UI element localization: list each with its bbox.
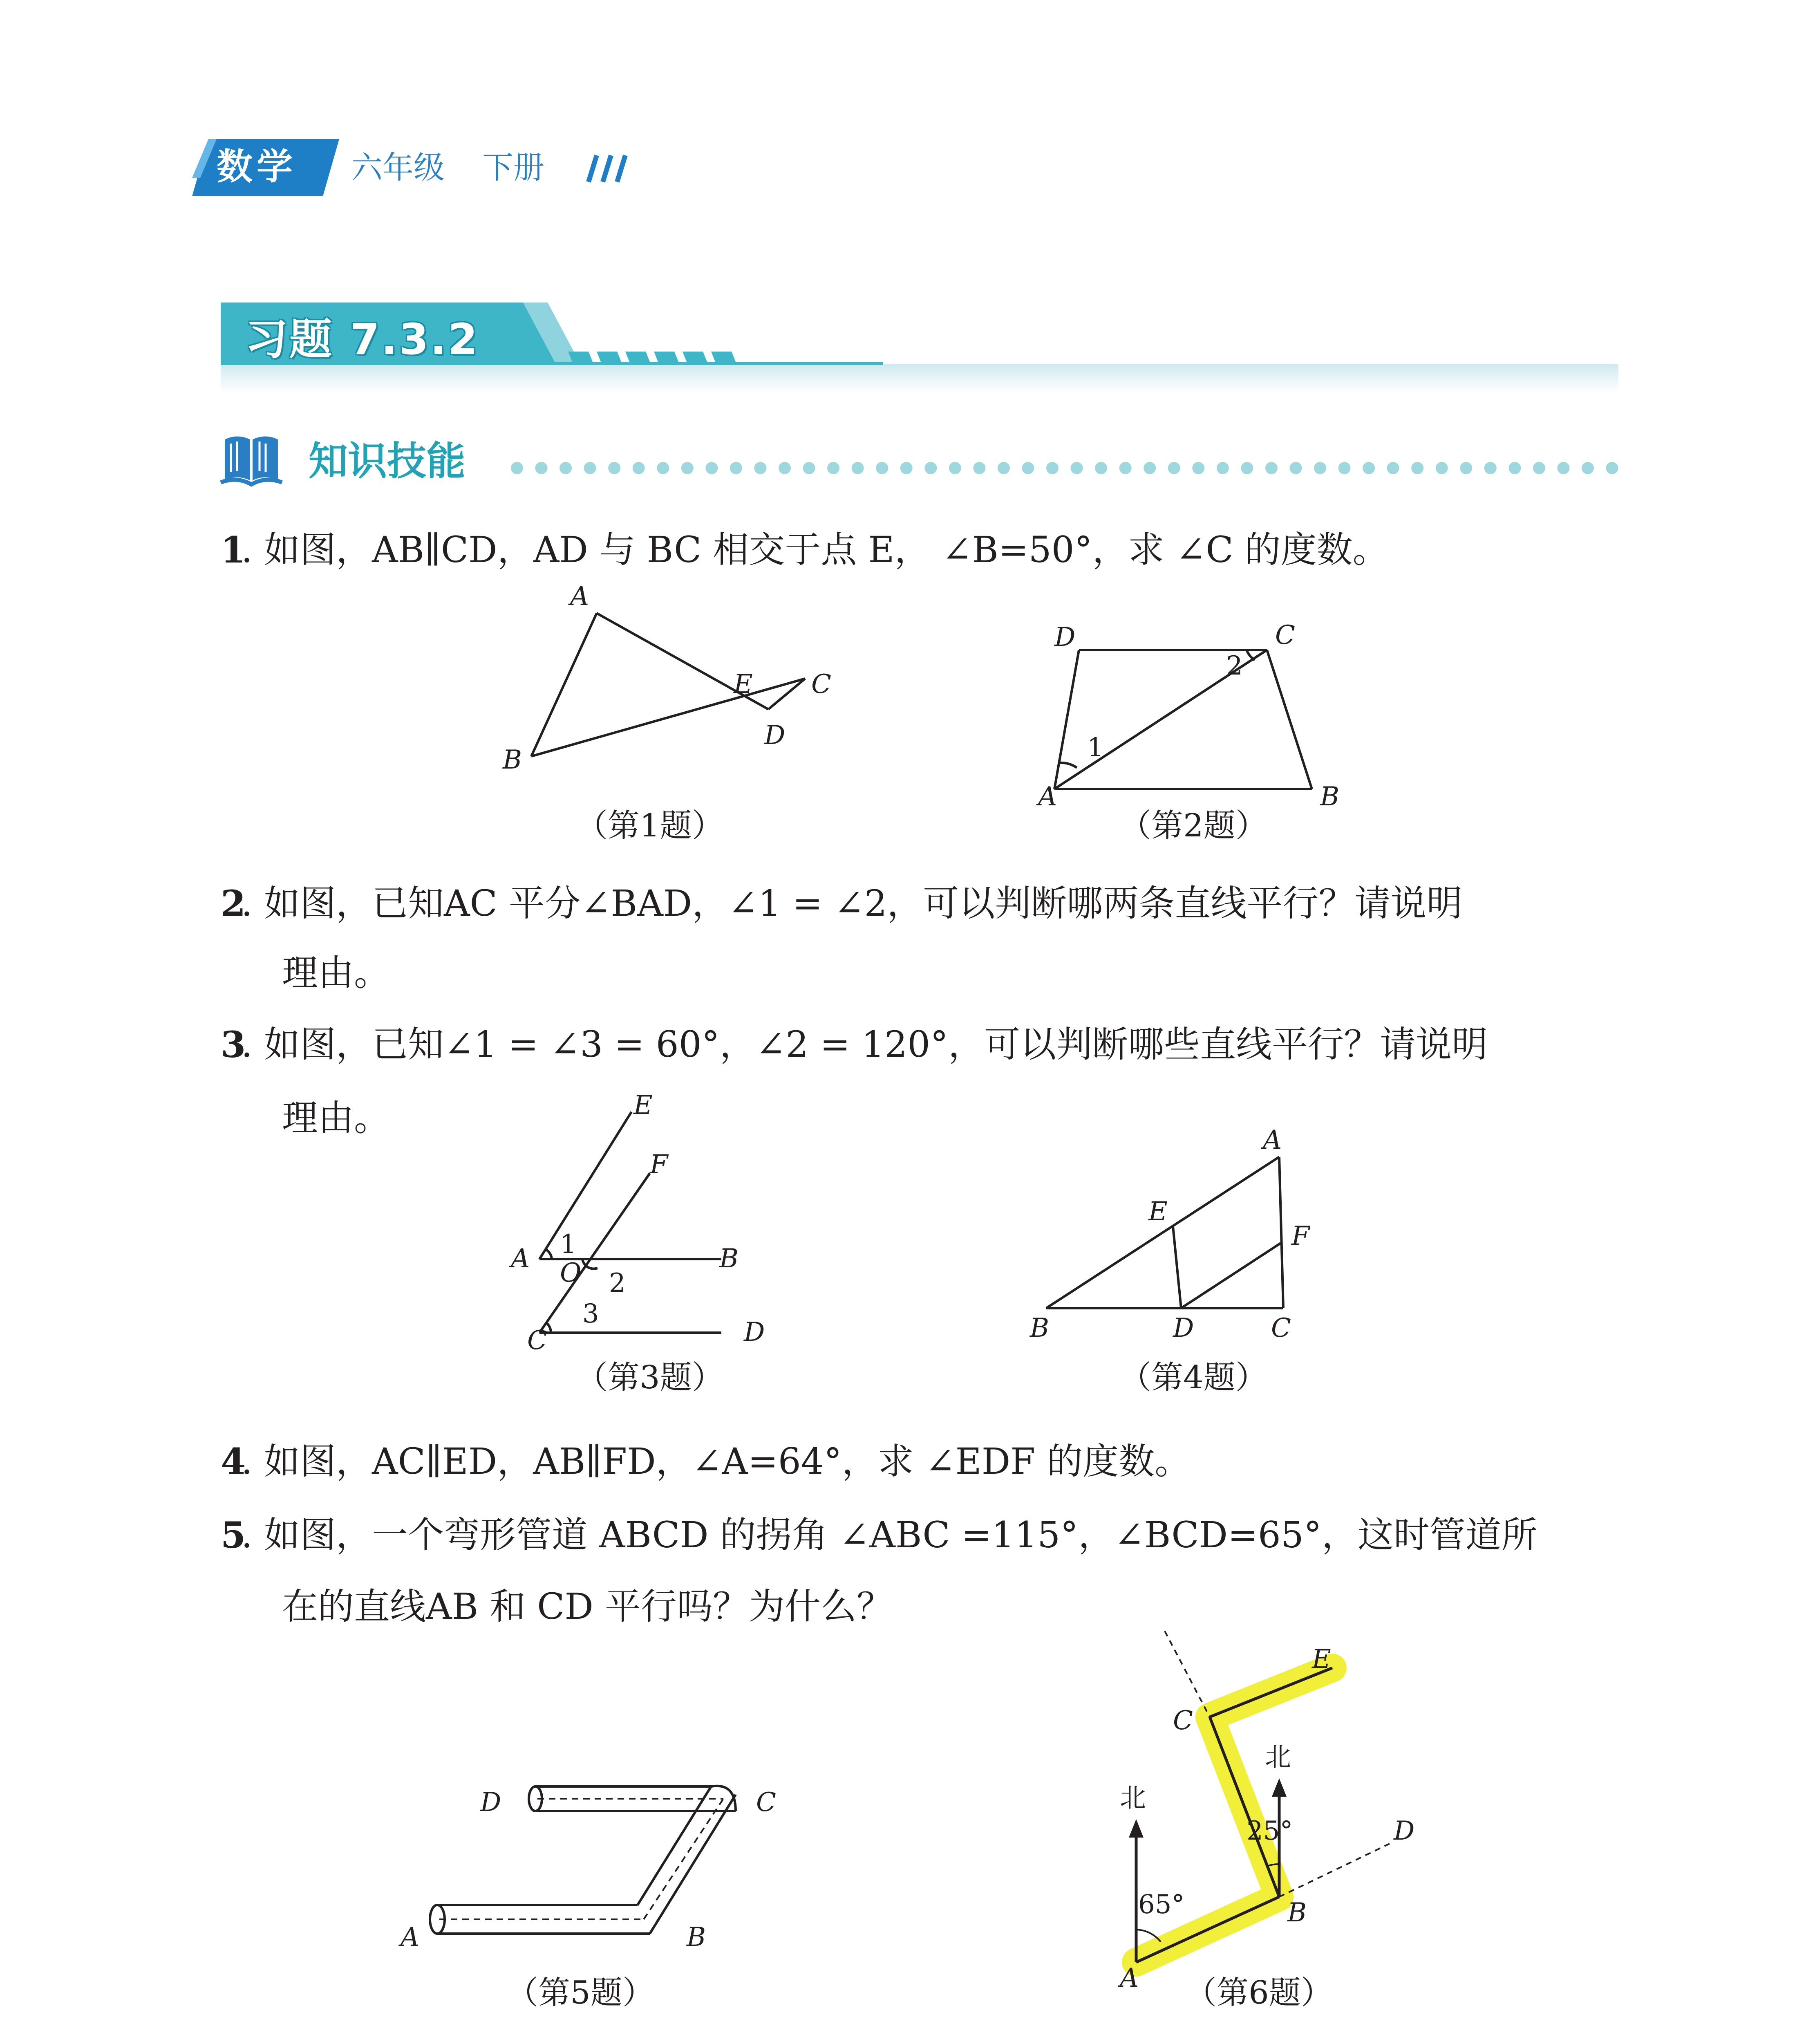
divider-dots	[511, 462, 1618, 491]
fig4-segment-ab	[1046, 1157, 1279, 1308]
fig1-label-b: B	[503, 745, 522, 775]
fig4-label-d: D	[1173, 1313, 1194, 1343]
fig6-north-arrowhead-a	[1129, 1819, 1144, 1838]
fig6-label-a: A	[1120, 1963, 1139, 1993]
problem-1-number: 1	[221, 529, 246, 571]
fig2-segment-cb	[1267, 650, 1312, 789]
header-grade: 六年级	[351, 149, 445, 186]
fig2-label-2: 2	[1226, 651, 1243, 681]
fig6-label-north-b: 北	[1265, 1742, 1291, 1773]
fig4-segment-df	[1181, 1243, 1281, 1308]
fig3-label-a: A	[511, 1244, 530, 1274]
fig2-label-b: B	[1320, 782, 1340, 812]
fig6-extension-ab	[1279, 1844, 1390, 1897]
fig5-label-a: A	[401, 1922, 420, 1952]
fig3-angle-1-arc	[546, 1249, 552, 1259]
figure-1	[486, 581, 834, 793]
fig1-label-e: E	[734, 669, 753, 699]
fig2-label-a: A	[1038, 782, 1057, 812]
section-title: 习题 7.3.2	[245, 314, 479, 364]
fig5-label-c: C	[756, 1787, 776, 1818]
figure-4-caption: （第4题）	[1119, 1359, 1267, 1396]
fig1-segment-ab	[531, 613, 597, 756]
fig4-label-f: F	[1291, 1221, 1310, 1251]
fig2-label-1: 1	[1087, 733, 1104, 763]
knowledge-title: 知识技能	[309, 438, 465, 484]
header-slash-decoration	[576, 151, 629, 184]
fig3-label-3: 3	[582, 1299, 599, 1329]
fig1-label-a: A	[570, 581, 589, 612]
fig3-label-1: 1	[560, 1229, 577, 1260]
problem-3-line-2: 理由。	[282, 1097, 390, 1139]
fig6-north-arrowhead-b	[1272, 1778, 1287, 1797]
problem-4-number: 4	[221, 1440, 246, 1483]
figure-1-caption: （第1题）	[576, 807, 724, 844]
header-volume: 下册	[482, 149, 544, 186]
header-subject: 数学	[217, 146, 297, 188]
fig3-label-o: O	[560, 1258, 582, 1288]
fig3-label-b: B	[719, 1244, 739, 1274]
problem-3-line-1: . 如图，已知∠1 = ∠3 = 60°，∠2 = 120°，可以判断哪些直线平行？请说明	[241, 1023, 1488, 1065]
figure-6-caption: （第6题）	[1185, 1975, 1333, 2011]
fig4-segment-ac	[1279, 1157, 1283, 1308]
fig6-label-angle-25: 25°	[1247, 1816, 1293, 1846]
fig4-label-a: A	[1263, 1125, 1282, 1155]
fig6-label-angle-65: 65°	[1138, 1889, 1185, 1920]
problem-2-number: 2	[221, 882, 246, 925]
fig4-segment-ed	[1173, 1226, 1181, 1308]
fig6-label-b: B	[1287, 1898, 1307, 1928]
fig6-label-d: D	[1394, 1816, 1415, 1846]
fig4-label-c: C	[1271, 1313, 1291, 1343]
fig5-label-d: D	[480, 1787, 501, 1818]
fig6-label-c: C	[1173, 1706, 1193, 1736]
fig6-label-e: E	[1312, 1644, 1331, 1674]
fig4-label-e: E	[1148, 1197, 1168, 1227]
problem-3-number: 3	[221, 1023, 246, 1066]
fig3-line-ae	[539, 1112, 631, 1259]
fig2-label-d: D	[1054, 622, 1076, 652]
figure-3-caption: （第3题）	[576, 1359, 724, 1396]
figure-2	[1034, 620, 1357, 812]
book-icon	[221, 433, 282, 486]
fig3-label-f: F	[650, 1150, 668, 1180]
fig6-extension-bc	[1165, 1631, 1210, 1717]
fig5-pipe-axis-bc	[644, 1799, 723, 1919]
problem-5-line-1: . 如图，一个弯形管道 ABCD 的拐角 ∠ABC =115°，∠BCD=65°，这时管道所	[241, 1514, 1537, 1556]
figure-4	[1018, 1124, 1345, 1353]
fig1-label-c: C	[811, 669, 831, 699]
fig3-label-d: D	[744, 1317, 765, 1347]
fig3-label-e: E	[633, 1090, 653, 1121]
problem-1-text: . 如图，AB∥CD，AD 与 BC 相交于点 E， ∠B=50°，求 ∠C 的度数。	[241, 529, 1389, 571]
figure-3	[503, 1090, 789, 1356]
fig4-label-b: B	[1030, 1313, 1050, 1343]
fig6-segment-ce	[1210, 1668, 1332, 1717]
figure-2-caption: （第2题）	[1119, 807, 1267, 844]
fig1-label-d: D	[764, 720, 786, 751]
problem-4-text: . 如图，AC∥ED，AB∥FD，∠A=64°，求 ∠EDF 的度数。	[241, 1440, 1191, 1482]
fig3-label-2: 2	[609, 1268, 626, 1298]
fig2-angle-2-arc	[1247, 650, 1255, 660]
fig2-label-c: C	[1275, 620, 1295, 650]
fig5-label-b: B	[687, 1922, 706, 1952]
fig5-pipe-bc-inner	[638, 1786, 711, 1905]
problem-5-line-2: 在的直线AB 和 CD 平行吗？为什么？	[282, 1585, 893, 1627]
problem-2-line-2: 理由。	[282, 952, 390, 994]
fig2-segment-da	[1054, 650, 1079, 789]
problem-5-number: 5	[221, 1514, 246, 1556]
figure-5-caption: （第5题）	[506, 1975, 654, 2011]
fig3-label-c: C	[527, 1325, 547, 1356]
fig6-label-north-a: 北	[1120, 1783, 1146, 1813]
problem-2-line-1: . 如图，已知AC 平分∠BAD，∠1 = ∠2，可以判断哪两条直线平行？请说明	[241, 882, 1463, 924]
fig2-angle-1-arc	[1059, 763, 1077, 768]
figure-5	[392, 1770, 801, 1966]
